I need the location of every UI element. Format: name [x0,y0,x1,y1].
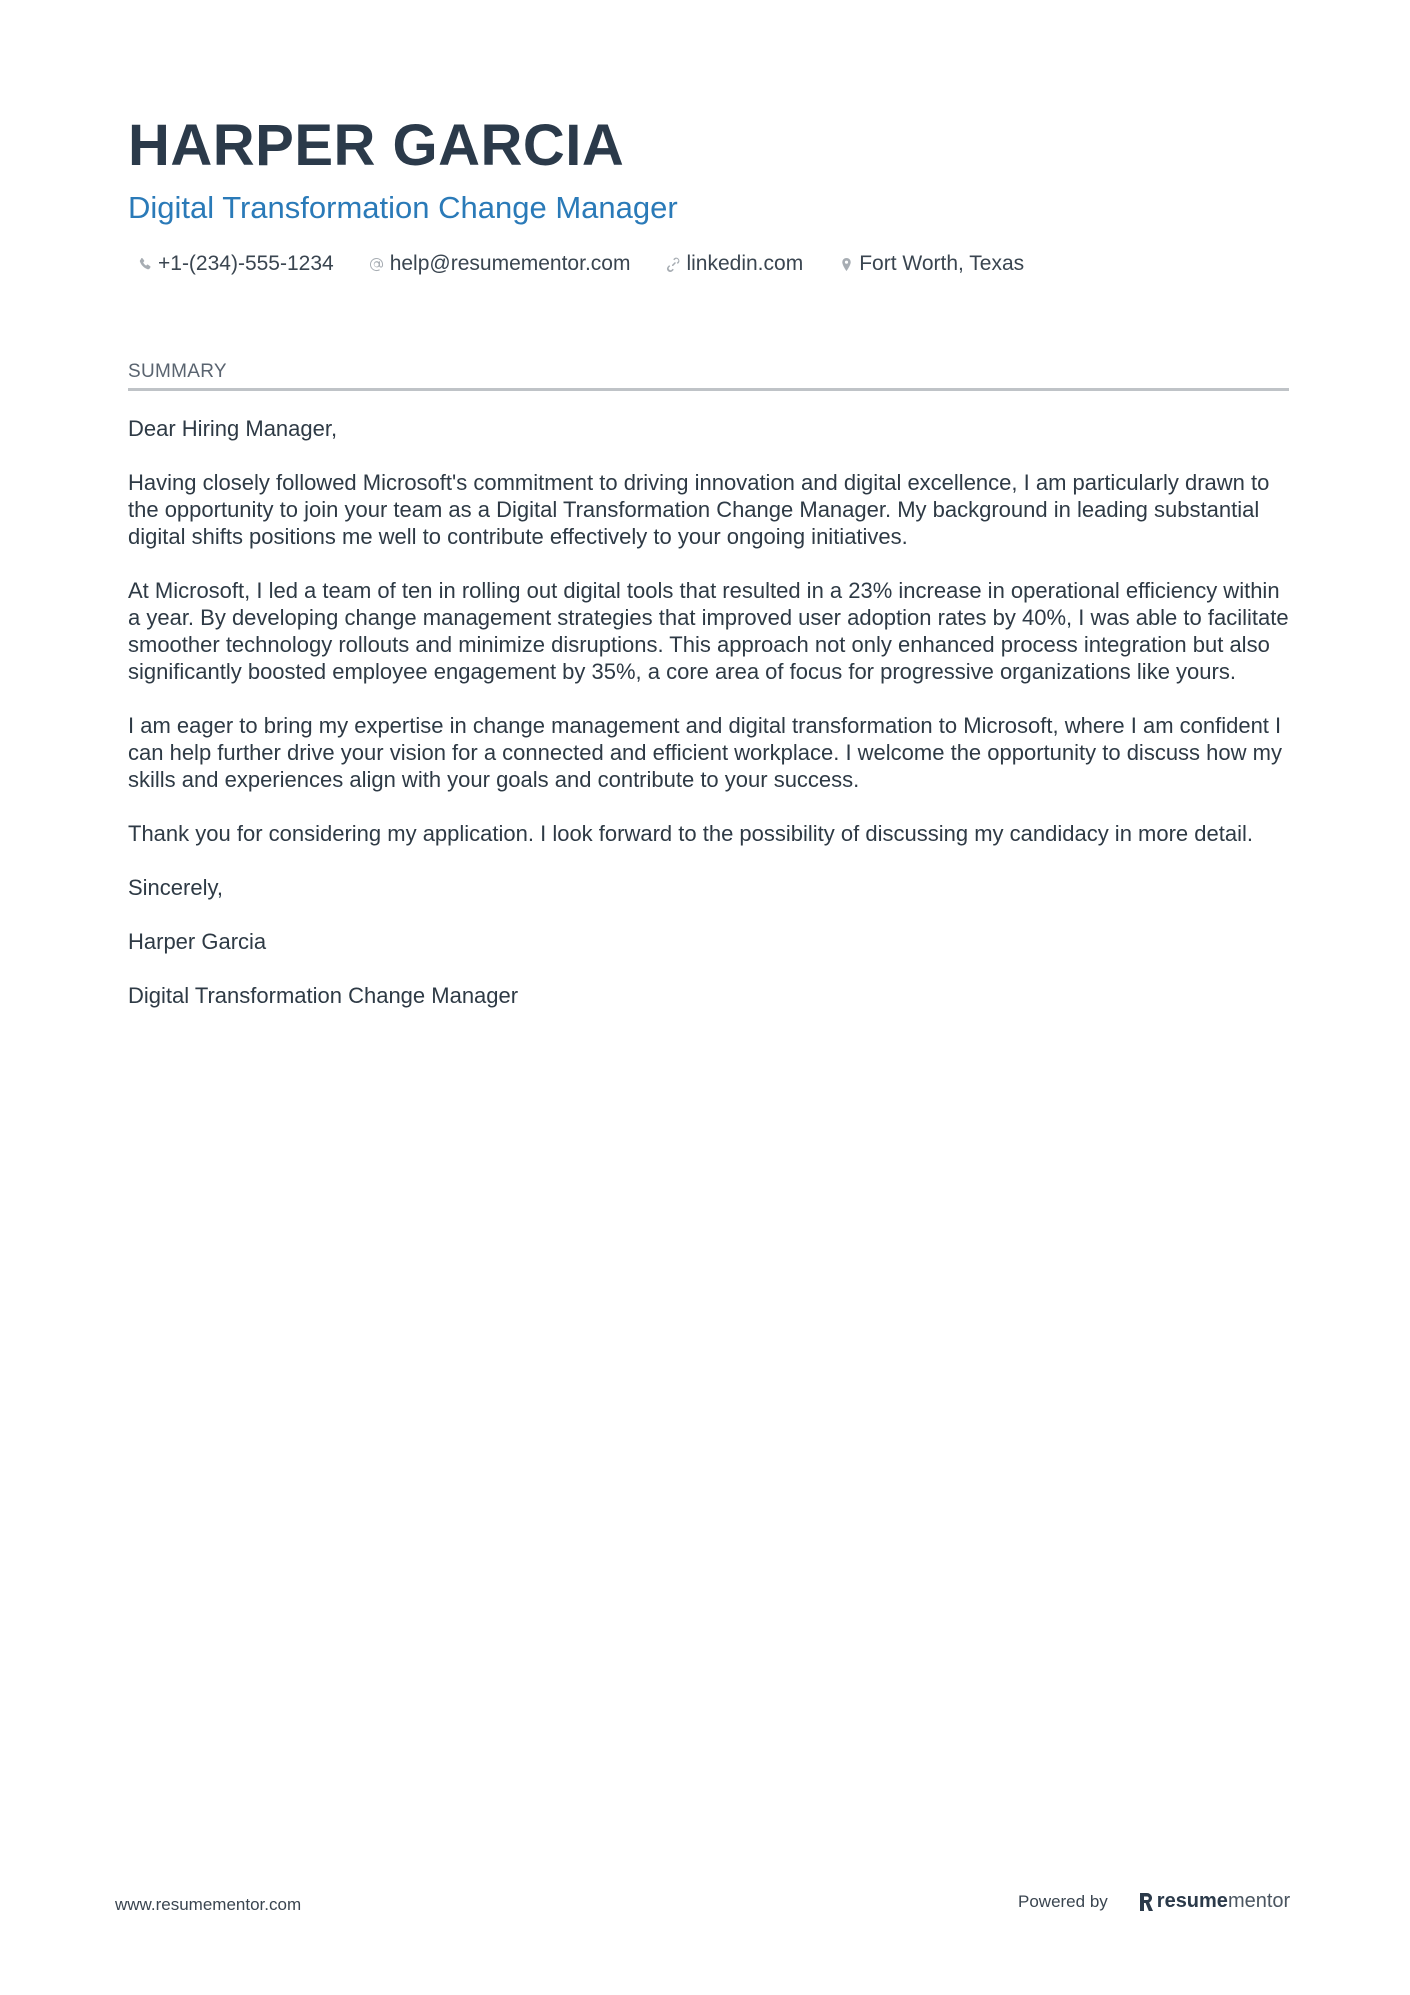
contact-email[interactable] [360,250,631,278]
phone-icon [136,255,154,273]
contact-location [829,250,1024,278]
contact-location-text: Fort Worth, Texas [859,252,1025,275]
section-heading-summary: SUMMARY [128,360,1289,391]
powered-by-label: Powered by [1018,1891,1108,1911]
letter-body [128,415,1293,1036]
letter-paragraph: At Microsoft, I led a team of ten in rolling out digital tools that resulted in a 23% increase in operational efficiency within a year. By developing change management strategies that improved user adoption rates by 40%, I was able to facilitate smoother technology rollouts and minimize disruptions. This approach not only enhanced process integration but also significantly boosted employee engagement by 35%, a core area of focus for progressive organizations like yours. [128,578,1289,684]
contact-info [128,250,1288,278]
footer-branding [1018,1890,1290,1913]
job-title: Digital Transformation Change Manager [128,190,678,225]
salutation: Dear Hiring Manager, [128,416,338,441]
contact-phone [128,250,334,278]
location-pin-icon [837,255,855,273]
brand-name-bold: resume [1156,1890,1228,1912]
applicant-name: HARPER GARCIA [128,113,625,178]
link-icon [664,255,682,273]
letter-paragraph: I am eager to bring my expertise in change management and digital transformation to Microsoft, where I am confident I can help further drive your vision for a connected and efficient workplace. I welcome the opportunity to discuss how my skills and experiences align with your goals and contribute to your success. [128,713,1282,792]
brand-logo[interactable] [1138,1890,1290,1913]
contact-phone-text: +1-(234)-555-1234 [158,252,334,275]
letter-paragraph: Having closely followed Microsoft's commitment to driving innovation and digital excellence, I am particularly drawn to the opportunity to join your team as a Digital Transformation Change Manager. My background in leading substantial digital shifts positions me well to contribute effectively to your ongoing initiatives. [128,470,1270,549]
signature-title: Digital Transformation Change Manager [128,983,519,1008]
header [128,112,1288,278]
at-icon [368,255,386,273]
closing: Sincerely, [128,875,223,900]
contact-linkedin-text[interactable]: linkedin.com [686,252,804,275]
signature-name: Harper Garcia [128,929,267,954]
footer-website[interactable]: www.resumementor.com [115,1895,302,1914]
contact-linkedin[interactable] [656,250,803,278]
letter-paragraph: Thank you for considering my application. I look forward to the possibility of discussing my candidacy in more detail. [128,821,1253,846]
resumementor-logo-icon [1138,1892,1154,1912]
contact-email-text[interactable]: help@resumementor.com [389,252,631,275]
brand-name-light: mentor [1227,1890,1291,1912]
